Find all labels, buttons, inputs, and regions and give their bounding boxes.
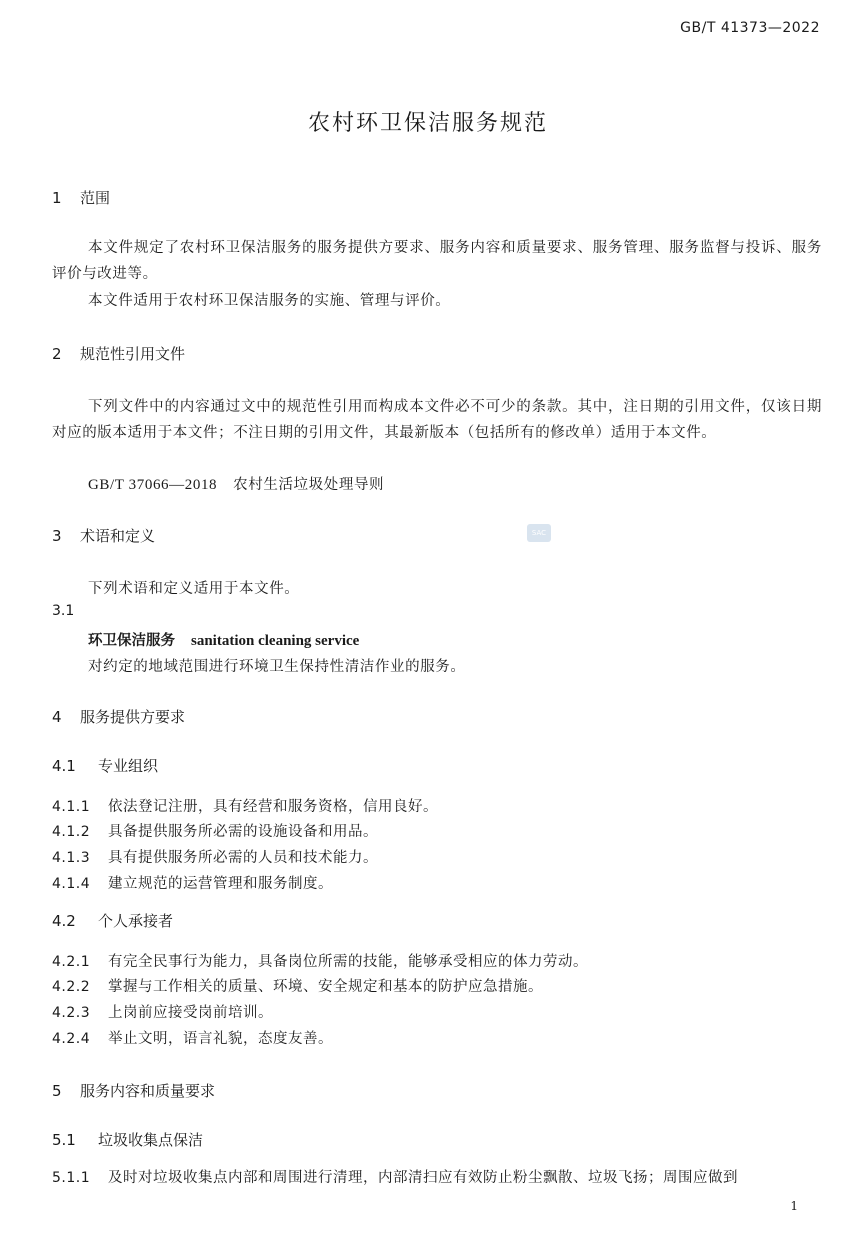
- clause-text: 依法登记注册，具有经营和服务资格，信用良好。: [108, 799, 438, 815]
- section-number: 5: [52, 1082, 62, 1100]
- subsection-4-1-heading: [52, 755, 158, 776]
- section-title: 服务提供方要求: [80, 708, 186, 726]
- clause-row: [52, 846, 378, 867]
- section-number: 1: [52, 189, 62, 207]
- clause-text: 掌握与工作相关的质量、环境、安全规定和基本的防护应急措施。: [108, 979, 543, 995]
- subsection-number: 5.1: [52, 1131, 76, 1149]
- clause-row: [52, 1027, 333, 1048]
- clause-number: 4.1.2: [52, 824, 91, 840]
- clause-number: 4.2.2: [52, 979, 91, 995]
- section-4-heading: [52, 706, 185, 727]
- clause-row: [52, 795, 438, 816]
- section-3-heading: [52, 525, 155, 546]
- section-title: 范围: [80, 189, 111, 207]
- clause-text: 及时对垃圾收集点内部和周围进行清理，内部清扫应有效防止粉尘飘散、垃圾飞扬；周围应做到: [108, 1170, 738, 1186]
- reference-code: GB/T 37066—2018: [88, 477, 218, 493]
- section-1-paragraph-2: 本文件适用于农村环卫保洁服务的实施、管理与评价。: [88, 293, 451, 309]
- term-chinese: 环卫保洁服务: [88, 633, 175, 649]
- subsection-5-1-heading: [52, 1129, 203, 1150]
- document-title: 农村环卫保洁服务规范: [307, 111, 548, 136]
- section-1-paragraph-1: 本文件规定了农村环卫保洁服务的服务提供方要求、服务内容和质量要求、服务管理、服务监督与投诉、服务评价与改进等。: [52, 240, 822, 282]
- clause-text: 举止文明，语言礼貌，态度友善。: [108, 1031, 333, 1047]
- clause-number: 4.2.4: [52, 1031, 91, 1047]
- sac-watermark: SAC: [527, 524, 551, 542]
- term-english: sanitation cleaning service: [191, 633, 360, 649]
- section-number: 2: [52, 345, 62, 363]
- subsection-title: 个人承接者: [98, 912, 174, 930]
- normative-reference: [88, 473, 384, 494]
- section-number: 3: [52, 527, 62, 545]
- subsection-title: 垃圾收集点保洁: [98, 1131, 204, 1149]
- clause-number: 4.2.1: [52, 954, 91, 970]
- clause-number: 4.2.3: [52, 1005, 91, 1021]
- section-3-paragraph-1: 下列术语和定义适用于本文件。: [88, 581, 300, 597]
- clause-number: 4.1.1: [52, 799, 91, 815]
- clause-text: 具有提供服务所必需的人员和技术能力。: [108, 850, 378, 866]
- subsection-number: 4.2: [52, 912, 76, 930]
- clause-row: [52, 820, 378, 841]
- reference-title: 农村生活垃圾处理导则: [233, 477, 385, 493]
- page-number: 1: [790, 1199, 798, 1213]
- term-entry: [88, 629, 359, 650]
- clause-row: [52, 1166, 738, 1187]
- clause-number: 4.1.4: [52, 876, 91, 892]
- clause-number: 4.1.3: [52, 850, 91, 866]
- section-2-heading: [52, 343, 185, 364]
- section-5-heading: [52, 1080, 215, 1101]
- clause-row: [52, 1001, 273, 1022]
- term-number: 3.1: [52, 603, 75, 619]
- section-1-heading: [52, 187, 110, 208]
- section-title: 术语和定义: [80, 527, 156, 545]
- clause-row: [52, 950, 588, 971]
- clause-number: 5.1.1: [52, 1170, 91, 1186]
- standard-number: GB/T 41373—2022: [680, 20, 820, 36]
- clause-text: 具备提供服务所必需的设施设备和用品。: [108, 824, 378, 840]
- section-number: 4: [52, 708, 62, 726]
- clause-row: [52, 872, 333, 893]
- clause-text: 建立规范的运营管理和服务制度。: [108, 876, 333, 892]
- section-title: 服务内容和质量要求: [80, 1082, 216, 1100]
- term-definition: 对约定的地域范围进行环境卫生保持性清洁作业的服务。: [88, 659, 466, 675]
- section-title: 规范性引用文件: [80, 345, 186, 363]
- subsection-title: 专业组织: [98, 757, 159, 775]
- section-2-paragraph-1: 下列文件中的内容通过文中的规范性引用而构成本文件必不可少的条款。其中，注日期的引用文件，仅该日期对应的版本适用于本文件；不注日期的引用文件，其最新版本（包括所有的修改单）适用于本文件。: [52, 399, 822, 441]
- clause-text: 有完全民事行为能力，具备岗位所需的技能，能够承受相应的体力劳动。: [108, 954, 588, 970]
- clause-text: 上岗前应接受岗前培训。: [108, 1005, 273, 1021]
- clause-row: [52, 975, 543, 996]
- subsection-4-2-heading: [52, 910, 173, 931]
- subsection-number: 4.1: [52, 757, 76, 775]
